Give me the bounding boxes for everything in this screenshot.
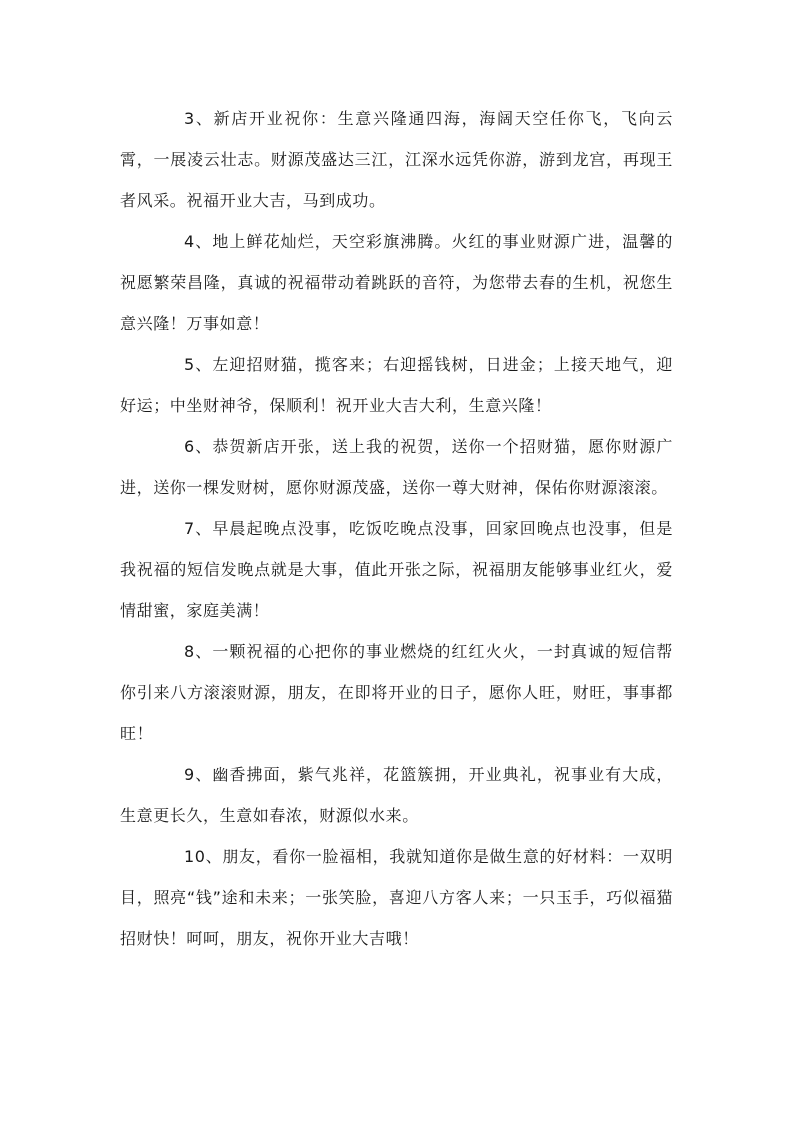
paragraph-6: 6、恭贺新店开张，送上我的祝贺，送你一个招财猫，愿你财源广进，送你一棵发财树，愿你财源茂盛，送你一尊大财神，保佑你财源滚滚。 bbox=[120, 437, 673, 497]
paragraph-3: 3、新店开业祝你：生意兴隆通四海，海阔天空任你飞，飞向云霄，一展凌云壮志。财源茂盛达三江，江深水远凭你游，游到龙宫，再现王者风采。祝福开业大吉，马到成功。 bbox=[120, 109, 673, 210]
paragraph-7: 7、早晨起晚点没事，吃饭吃晚点没事，回家回晚点也没事，但是我祝福的短信发晚点就是大事，值此开张之际，祝福朋友能够事业红火，爱情甜蜜，家庭美满！ bbox=[120, 519, 673, 620]
paragraph-9: 9、幽香拂面，紫气兆祥，花篮簇拥，开业典礼，祝事业有大成，生意更长久，生意如春浓，财源似水来。 bbox=[120, 765, 673, 825]
paragraph-10: 10、朋友，看你一脸福相，我就知道你是做生意的好材料：一双明目，照亮“钱”途和未来；一张笑脸，喜迎八方客人来；一只玉手，巧似福猫招财快！呵呵，朋友，祝你开业大吉哦！ bbox=[120, 847, 673, 948]
document-body bbox=[120, 98, 673, 959]
paragraph-8: 8、一颗祝福的心把你的事业燃烧的红红火火，一封真诚的短信帮你引来八方滚滚财源，朋友，在即将开业的日子，愿你人旺，财旺，事事都旺！ bbox=[120, 642, 673, 743]
paragraph-4: 4、地上鲜花灿烂，天空彩旗沸腾。火红的事业财源广进，温馨的祝愿繁荣昌隆，真诚的祝福带动着跳跃的音符，为您带去春的生机，祝您生意兴隆！万事如意！ bbox=[120, 232, 673, 333]
paragraph-5: 5、左迎招财猫，揽客来；右迎摇钱树，日进金；上接天地气，迎好运；中坐财神爷，保顺利！祝开业大吉大利，生意兴隆！ bbox=[120, 355, 673, 415]
